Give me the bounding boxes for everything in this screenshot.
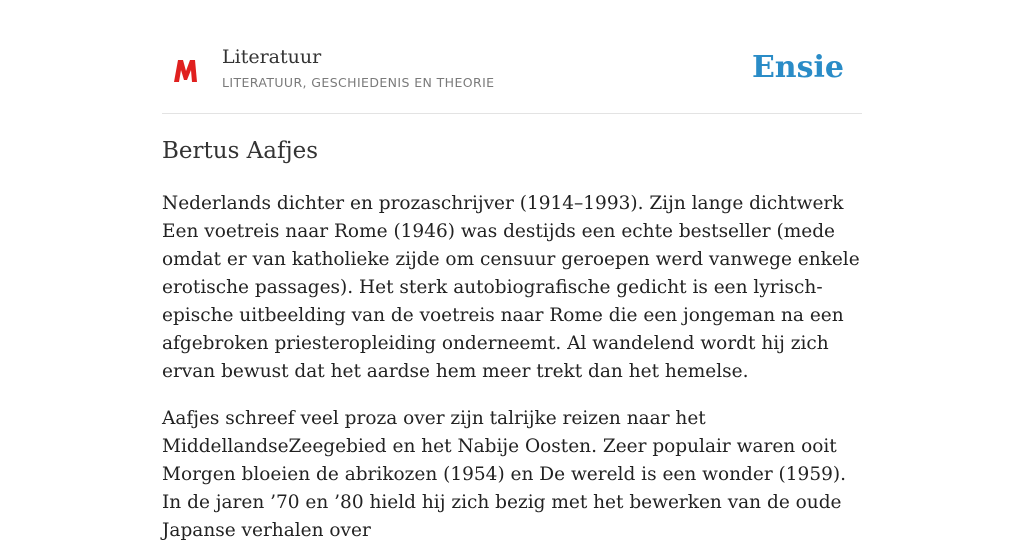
article-paragraph: Aafjes schreef veel proza over zijn talrijke reizen naar het MiddellandseZeegebied en het Nabije Oosten. Zeer populair waren ooit Morgen bloeien de abrikozen (1954) en De wereld is een wonder (1959). In de jaren ’70 en ’80 hield hij zich bezig met het bewerken van de oude Japanse verhalen over <box>162 408 846 541</box>
page-container <box>162 0 862 541</box>
ensie-logo[interactable]: Ensie <box>751 50 844 85</box>
category-header <box>162 0 862 114</box>
category-title[interactable]: Literatuur <box>222 46 322 68</box>
article-paragraph: Nederlands dichter en prozaschrijver (1914–1993). Zijn lange dichtwerk Een voetreis naar Rome (1946) was destijds een echte bestseller (mede omdat er van katholieke zijde om censuur geroepen werd vanwege enkele erotische passages). Het sterk autobiografische gedicht is een lyrisch-epische uitbeelding van de voetreis naar Rome die een jongeman na een afgebroken priesteropleiding onderneemt. Al wandelend wordt hij zich ervan bewust dat het aardse hem meer trekt dan het hemelse. <box>162 193 860 382</box>
m-logo-icon[interactable] <box>172 56 200 86</box>
category-subtitle: LITERATUUR, GESCHIEDENIS EN THEORIE <box>222 75 495 90</box>
article-title: Bertus Aafjes <box>162 138 319 164</box>
